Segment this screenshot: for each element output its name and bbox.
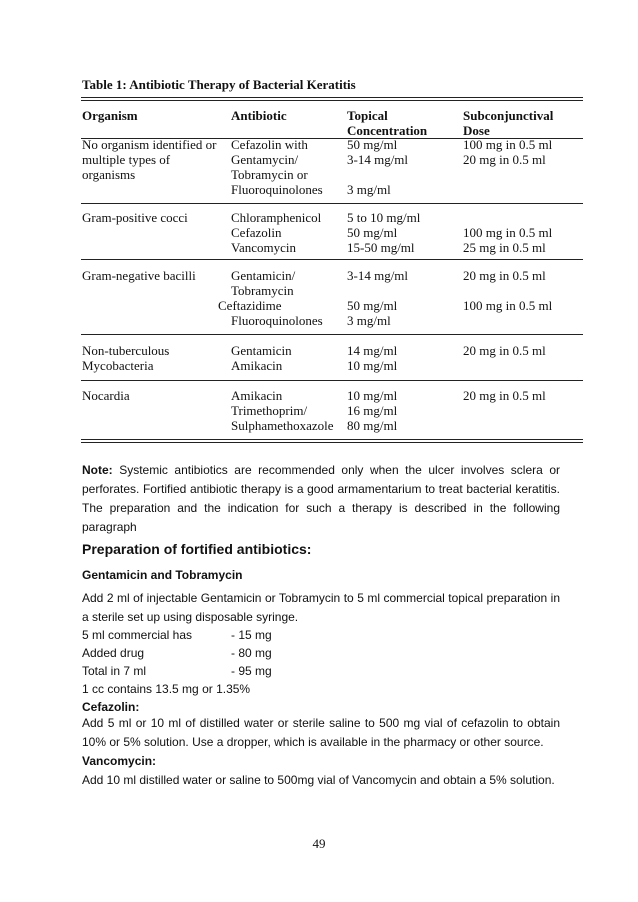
cefazolin-paragraph: Add 5 ml or 10 ml of distilled water or sterile saline to 500 mg vial of cefazolin to obtain 10% or 5% solution. Use a dropper, which is available in the pharmacy or other source.: [82, 716, 560, 749]
antibiotic-line: Amikacin: [231, 388, 283, 403]
row-divider: [81, 259, 583, 260]
topical-value: 50 mg/ml: [347, 137, 398, 152]
row-divider: [81, 380, 583, 381]
calc-value: - 15 mg: [231, 628, 272, 642]
calc-label: 5 ml commercial has: [82, 628, 193, 642]
antibiotic-line: Sulphamethoxazole: [231, 418, 334, 433]
organism-line: Nocardia: [82, 388, 130, 403]
gentamicin-paragraph: Add 2 ml of injectable Gentamicin or Tobramycin to 5 ml commercial topical preparation in a sterile set up using disposable syringe.: [82, 591, 560, 624]
antibiotic-line: Gentamycin/: [231, 152, 299, 167]
topical-value: 80 mg/ml: [347, 418, 398, 433]
organism-line: multiple types of: [82, 152, 171, 167]
table-top-rule: [81, 97, 583, 101]
antibiotic-line: Cefazolin with: [231, 137, 308, 152]
dose-value: 20 mg in 0.5 ml: [463, 388, 546, 403]
topical-value: 14 mg/ml: [347, 343, 398, 358]
organism-line: organisms: [82, 167, 136, 182]
calc-label: Total in 7 ml: [82, 664, 147, 678]
organism-line: Gram-positive cocci: [82, 210, 188, 225]
topical-value: 5 to 10 mg/ml: [347, 210, 421, 225]
dose-value: 25 mg in 0.5 ml: [463, 240, 546, 255]
header-topical: Topical: [347, 108, 388, 123]
vancomycin-paragraph: Add 10 ml distilled water or saline to 500mg vial of Vancomycin and obtain a 5% solution.: [82, 773, 555, 787]
topical-value: 16 mg/ml: [347, 403, 398, 418]
antibiotic-line: Chloramphenicol: [231, 210, 322, 225]
cefazolin-heading: Cefazolin:: [82, 700, 140, 714]
topical-value: 3 mg/ml: [347, 313, 391, 328]
topical-value: 50 mg/ml: [347, 225, 398, 240]
note-text: Systemic antibiotics are recommended only when the ulcer involves sclera or perforates. Fortified antibiotic therapy is a good armamentarium to treat bacterial keratitis. The preparation and the indication for such a therapy is described in the following paragraph: [82, 463, 560, 534]
antibiotic-line: Vancomycin: [231, 240, 296, 255]
organism-line: No organism identified or: [82, 137, 217, 152]
calc-result: 1 cc contains 13.5 mg or 1.35%: [82, 682, 251, 696]
row-divider: [81, 203, 583, 204]
header-dose: Dose: [463, 123, 490, 138]
section-heading: Preparation of fortified antibiotics:: [82, 541, 312, 557]
topical-value: 15-50 mg/ml: [347, 240, 415, 255]
header-organism: Organism: [82, 108, 138, 123]
calc-row: [82, 627, 272, 643]
topical-value: 3-14 mg/ml: [347, 152, 409, 167]
antibiotic-line: Trimethoprim/: [231, 403, 308, 418]
calc-label: Added drug: [82, 646, 145, 660]
organism-line: Non-tuberculous: [82, 343, 170, 358]
antibiotic-line: Ceftazidime: [218, 298, 282, 313]
header-concentration: Concentration: [347, 123, 428, 138]
vancomycin-heading: Vancomycin:: [82, 754, 157, 768]
header-subconjunctival: Subconjunctival: [463, 108, 554, 123]
calc-row: [82, 645, 272, 661]
header-antibiotic: Antibiotic: [231, 108, 287, 123]
dose-value: 20 mg in 0.5 ml: [463, 268, 546, 283]
table-bottom-rule: [81, 439, 583, 443]
antibiotic-line: Tobramycin or: [231, 167, 308, 182]
antibiotic-line: Tobramycin: [231, 283, 294, 298]
antibiotic-line: Gentamicin: [231, 343, 292, 358]
antibiotic-line: Gentamicin/: [231, 268, 296, 283]
calc-value: - 80 mg: [231, 646, 272, 660]
dose-value: 100 mg in 0.5 ml: [463, 137, 553, 152]
note-paragraph: [82, 461, 560, 537]
topical-value: 10 mg/ml: [347, 358, 398, 373]
antibiotic-line: Fluoroquinolones: [231, 182, 323, 197]
dose-value: 20 mg in 0.5 ml: [463, 343, 546, 358]
antibiotic-line: Cefazolin: [231, 225, 282, 240]
topical-value: 50 mg/ml: [347, 298, 398, 313]
calc-row: [82, 663, 272, 679]
topical-value: 3 mg/ml: [347, 182, 391, 197]
calc-value: - 95 mg: [231, 664, 272, 678]
organism-line: Gram-negative bacilli: [82, 268, 196, 283]
topical-value: 3-14 mg/ml: [347, 268, 409, 283]
page-number: 49: [312, 836, 326, 851]
antibiotic-line: Fluoroquinolones: [231, 313, 323, 328]
dose-value: 20 mg in 0.5 ml: [463, 152, 546, 167]
topical-value: 10 mg/ml: [347, 388, 398, 403]
dose-value: 100 mg in 0.5 ml: [463, 225, 553, 240]
organism-line: Mycobacteria: [82, 358, 154, 373]
gentamicin-heading: Gentamicin and Tobramycin: [82, 568, 243, 582]
table-title: Table 1: Antibiotic Therapy of Bacterial Keratitis: [82, 77, 356, 92]
row-divider: [81, 334, 583, 335]
antibiotic-line: Amikacin: [231, 358, 283, 373]
dose-value: 100 mg in 0.5 ml: [463, 298, 553, 313]
note-label: Note:: [82, 463, 113, 477]
